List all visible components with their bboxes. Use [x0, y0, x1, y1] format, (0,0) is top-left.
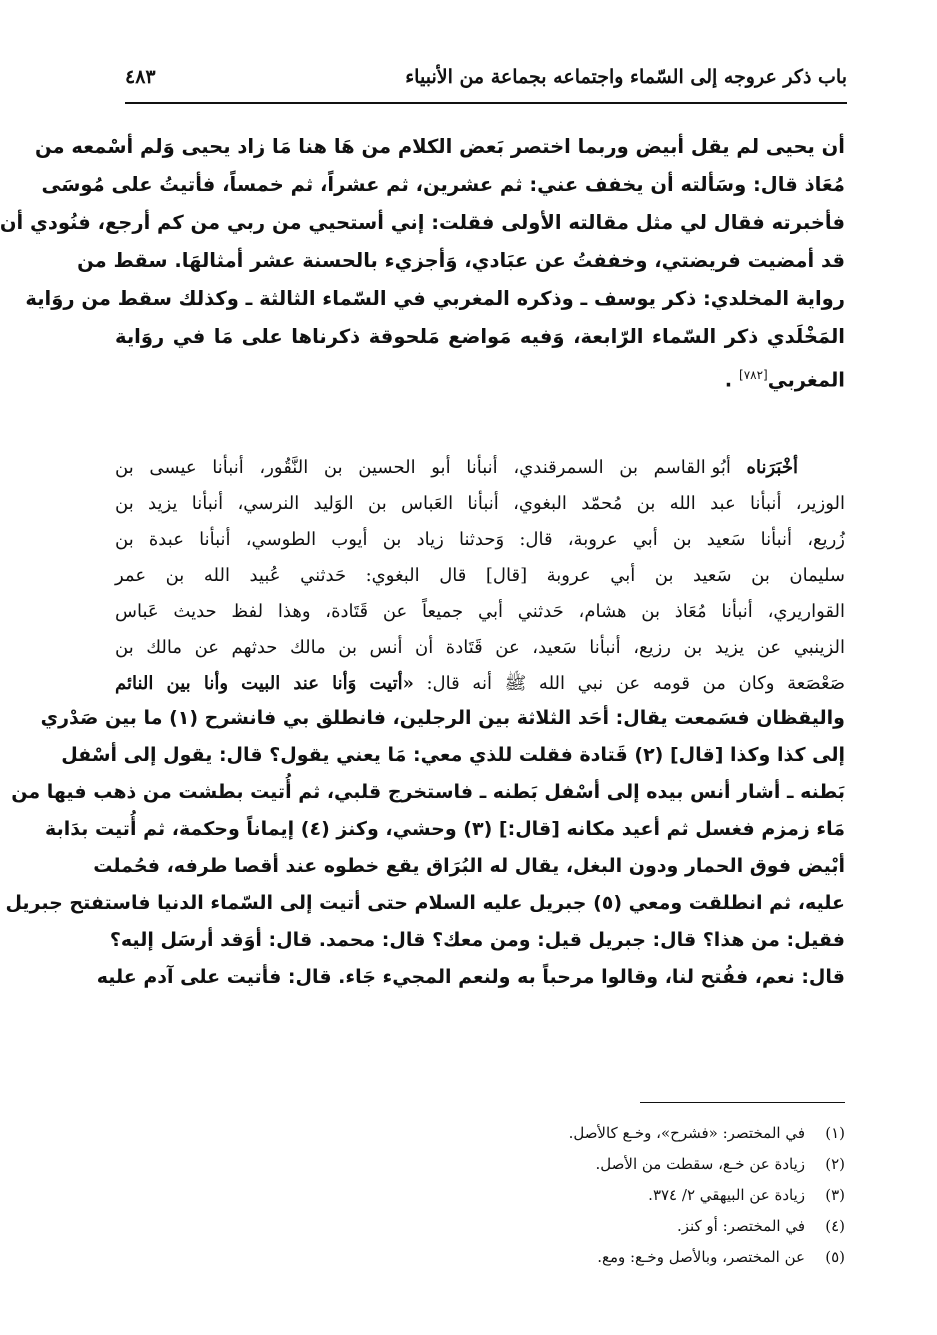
- paragraph-2: [115, 450, 845, 702]
- text-line: رواية المخلدي: ذكر يوسف ـ وذكره المغربي في السّماء الثالثة ـ وكذلك سقط من روَاية: [25, 287, 845, 310]
- footnote: [425, 1242, 845, 1273]
- footnote-number: (٣): [825, 1186, 845, 1204]
- footnote-text: في المختصر: أو كنز.: [676, 1217, 805, 1235]
- footnotes: [425, 1118, 845, 1273]
- footnote-number: (١): [825, 1124, 845, 1142]
- footnote-text: زيادة عن البيهقي ٢/ ٣٧٤.: [648, 1186, 805, 1204]
- text-line: قد أمضيت فريضتي، وخففتُ عن عبَادي، وَأجزيء بالحسنة عشر أمثالهَا. سقط من: [77, 249, 845, 272]
- isnad-lead-word: أخْبَرَناه: [746, 457, 798, 478]
- text-line: المَخْلَدي ذكر السّماء الرّابعة، وَفيه مَواضع مَلحوقة ذكرناها على مَا في روَاية: [115, 325, 845, 348]
- text-line: عليه، ثم انطلقت ومعي (٥) جبريل عليه السلام حتى أتيت إلى السّماء الدنيا فاستفتح جبريل: [5, 892, 845, 914]
- chapter-title: باب ذكر عروجه إلى السّماء واجتماعه بجماعة من الأنبياء: [405, 66, 847, 88]
- text-line: مَاء زمزم فغسل ثم أعيد مكانه [قال:] (٣) وحشي، وكنز (٤) إيماناً وحكمة، ثم أُتيت بدَابة: [45, 818, 845, 840]
- text-line: القواريري، أنبأنا مُعَاذ بن هشام، حَدثني أبي جميعاً عن قَتَادة، وهذا لفظ حديث عَباس: [115, 601, 845, 622]
- text-line-mixed: [115, 666, 845, 702]
- text-run: المغربي: [767, 368, 845, 392]
- footnote: [425, 1211, 845, 1242]
- paragraph-3: [5, 700, 845, 996]
- text-line: أن يحيى لم يقل أبيض وربما اختصر بَعض الكلام من هَا هنا مَا زاد يحيى وَلم أسْمعه من: [35, 135, 845, 158]
- text-line: زُريع، أنبأنا سَعيد بن أبي عروبة، قال: وَحدثنا زياد بن أيوب الطوسي، أنبأنا عبدة بن: [115, 529, 845, 550]
- text-line: الوزير، أنبأنا عبد الله بن مُحمّد البغوي، أنبأنا العَباس بن الوَليد النرسي، أنبأنا يزيد بن: [115, 493, 845, 514]
- footnote-text: زيادة عن خـع، سقطت من الأصل.: [595, 1155, 805, 1173]
- text-line: واليقظان فسَمعت يقال: أحَد الثلاثة بين الرجلين، فانطلق بي فانشرح (١) ما بين صَدْري: [40, 707, 845, 729]
- footnote-number: (٥): [825, 1248, 845, 1266]
- text-line: الزينبي عن يزيد بن رزيع، أنبأنا سَعيد، عن قَتَادة أن أنس بن مالك حدثهم عن مالك بن: [115, 637, 845, 658]
- footnote-number: (٤): [825, 1217, 845, 1235]
- text-line: قال: نعم، ففُتح لنا، وقالوا مرحباً به ولنعم المجيء جَاء. قال: فأتيت على آدم عليه: [96, 966, 845, 988]
- footnote: [425, 1118, 845, 1149]
- text-line-first: [115, 450, 845, 486]
- footnote-number: (٢): [825, 1155, 845, 1173]
- text-line: فأخبرته فقال لي مثل مقالته الأولى فقلت: إني أستحيي من ربي من كم أرجع، فنُودي أن: [0, 211, 845, 234]
- footnote-text: عن المختصر، وبالأصل وخـع: ومع.: [597, 1248, 805, 1266]
- text-line: إلى كذا وكذا [قال] (٢) قَتادة فقلت للذي معي: مَا يعني يقول؟ قال: يقول إلى أسْفل: [61, 744, 845, 766]
- footnote-divider: [640, 1102, 845, 1103]
- text-line-last: المغربي[٧٨٢] .: [724, 368, 845, 392]
- footnote: [425, 1180, 845, 1211]
- running-header: [125, 62, 847, 104]
- text-line: مُعَاذ قال: وسَألته أن يخفف عني: ثم عشرين، ثم عشراً، ثم خمساً، فأتيتُ على مُوسَى: [41, 173, 845, 196]
- page-number: ٤٨٣: [125, 66, 156, 88]
- footnote: [425, 1149, 845, 1180]
- text-line: أبْيض فوق الحمار ودون البغل، يقال له البُرَاق يقع خطوه عند أقصا طرفه، فحُملت: [93, 855, 845, 877]
- text-line: بَطنه ـ أشار أنس بيده إلى أسْفل بَطنه ـ فاستخرج قلبي، ثم أُتيت بطشت من ذهب فيها من: [11, 781, 845, 803]
- reference-mark: [٧٨٢]: [739, 368, 768, 382]
- paragraph-1: [0, 128, 845, 400]
- hadith-quote-start: «أتيت وَأنا عند البيت وأنا بين النائم: [115, 673, 414, 694]
- text-run: أبُو القاسم بن السمرقندي، أنبأنا أبو الحسين بن النَّقُور، أنبأنا عيسى بن: [115, 457, 731, 478]
- text-line: سليمان بن سَعيد بن أبي عروبة [قال] قال البغوي: حَدثني عُبيد الله بن عمر: [115, 565, 845, 586]
- text-line: فقيل: من هذا؟ قال: جبريل قيل: ومن معك؟ قال: محمد. قال: أوَقد أرسَل إليه؟: [109, 929, 845, 951]
- text-run: صَعْصَعة وكان من قومه عن نبي الله ﷺ أنه قال:: [426, 673, 845, 694]
- footnote-text: في المختصر: «فشرح»، وخـع كالأصل.: [568, 1124, 805, 1142]
